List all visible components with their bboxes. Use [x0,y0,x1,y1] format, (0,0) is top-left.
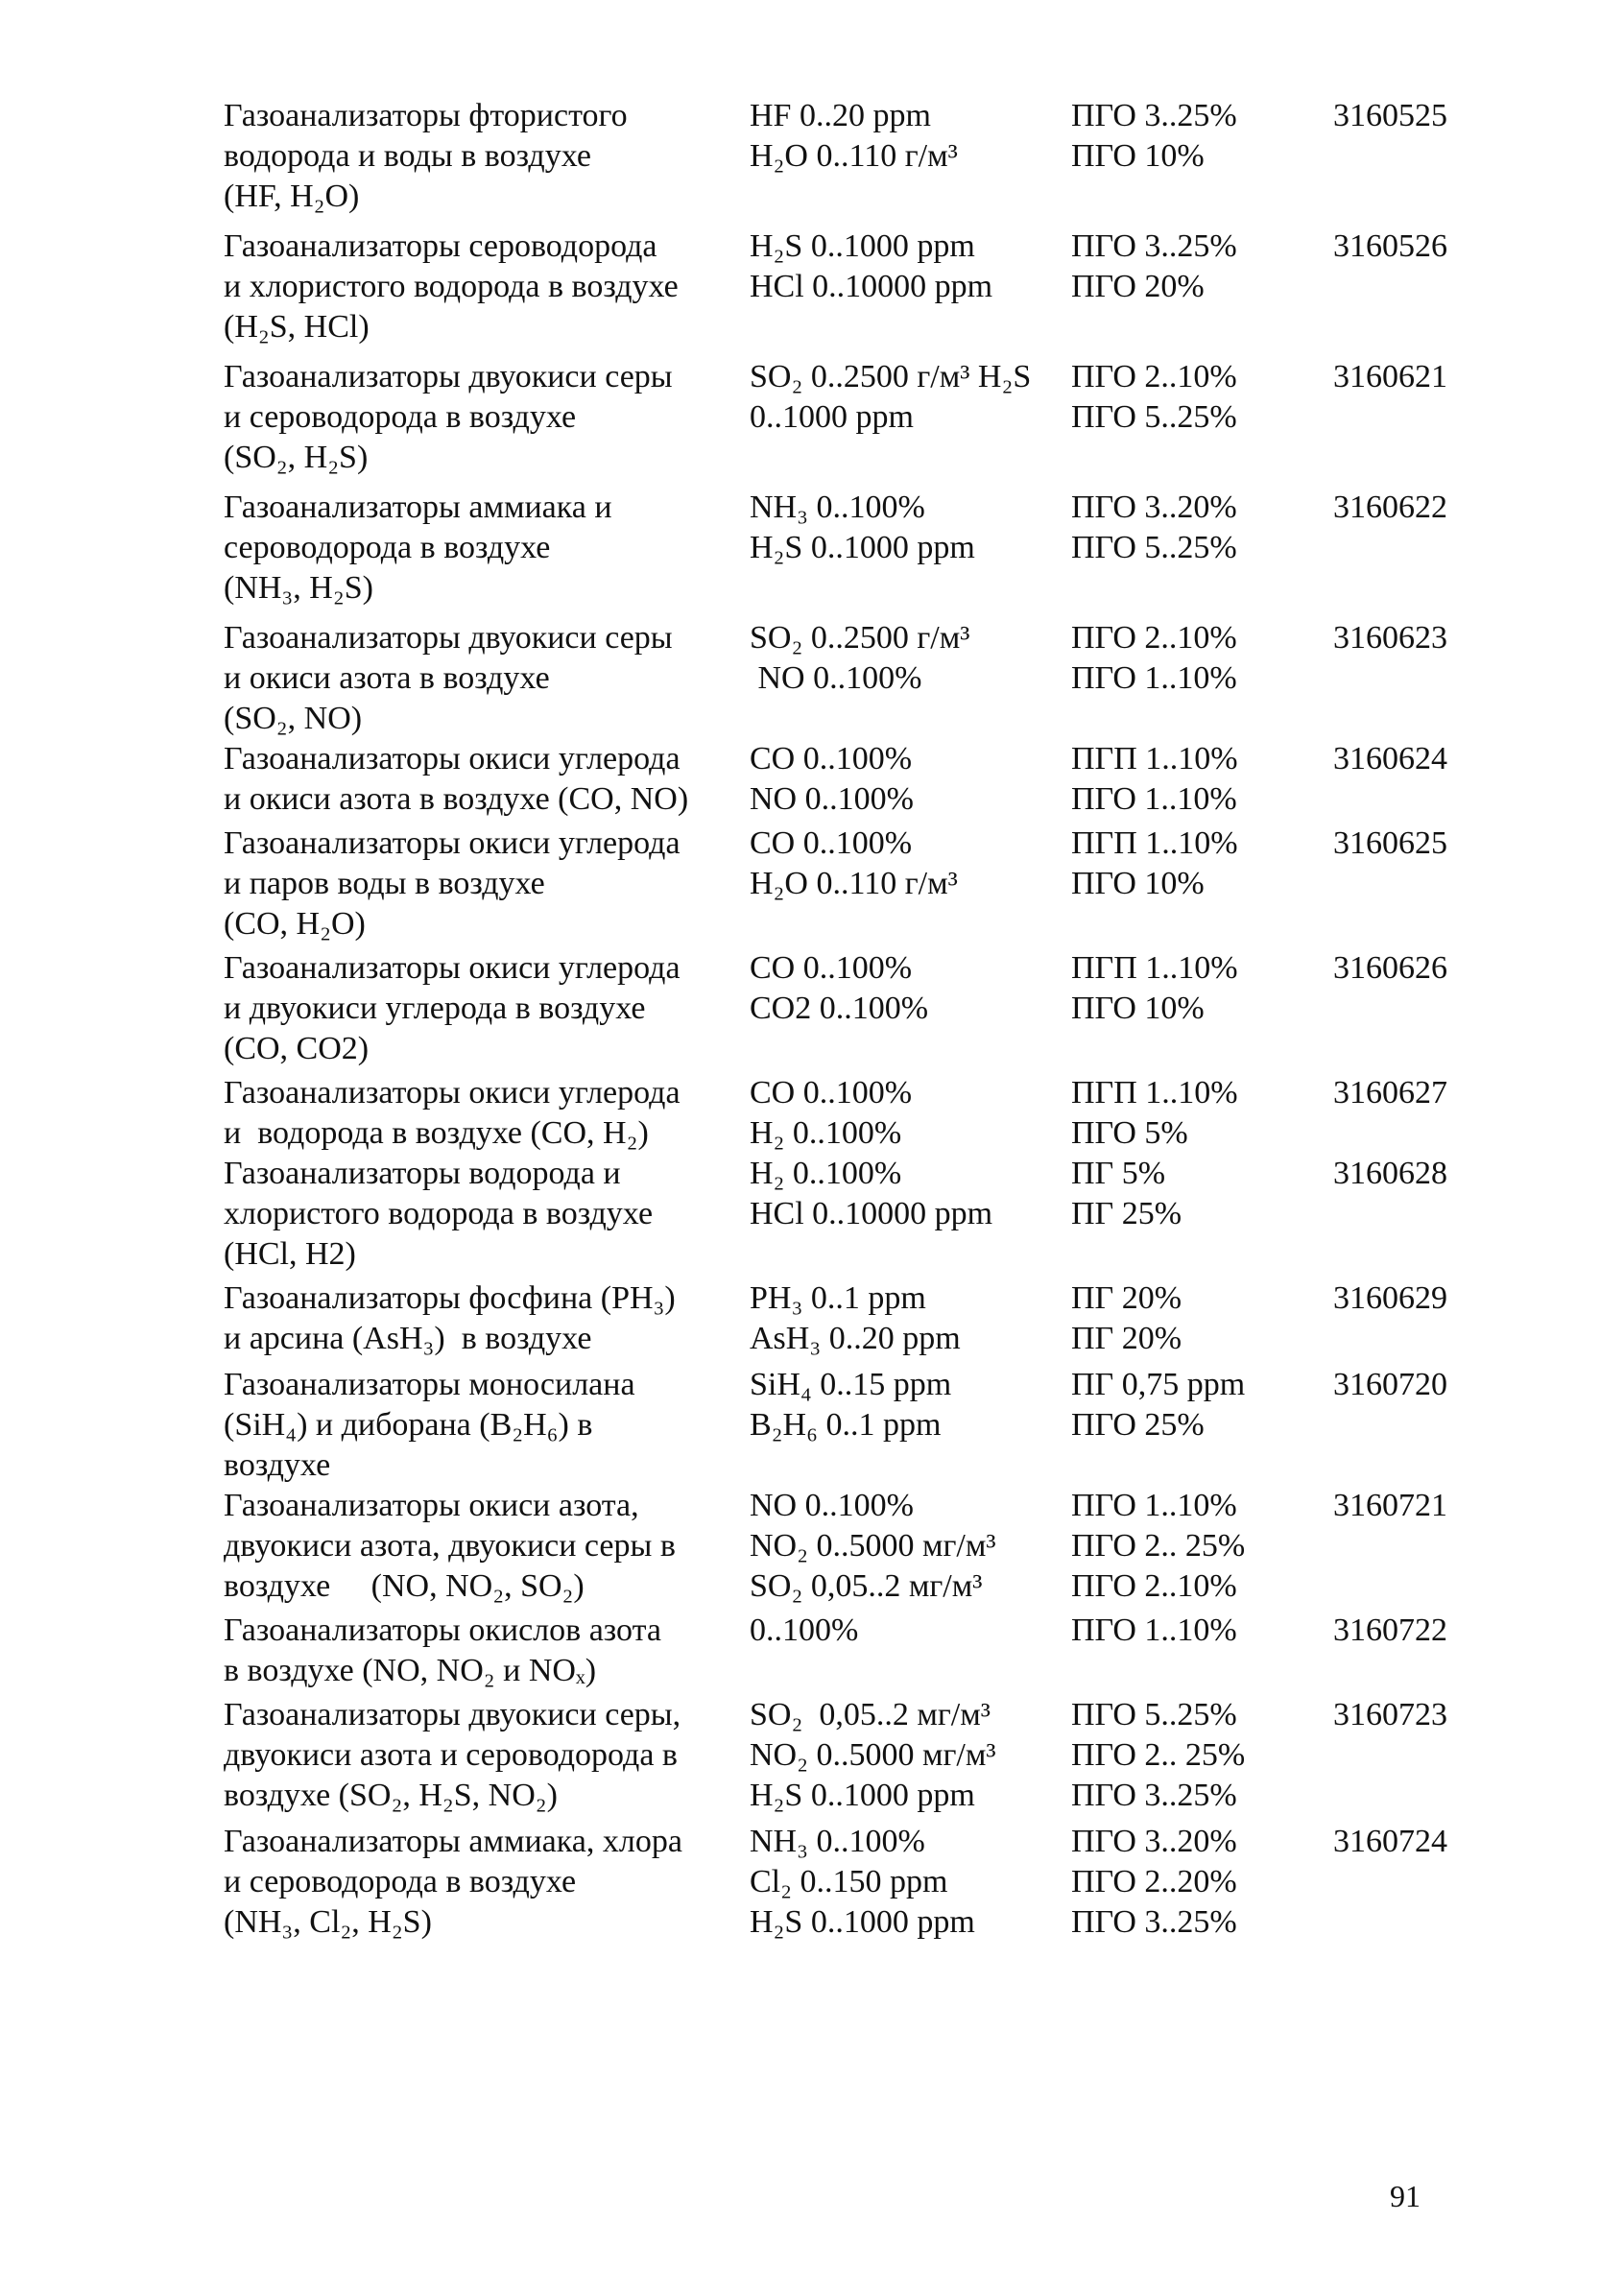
analyzer-name-line: и сероводорода в воздухе [224,399,577,435]
table-row [224,488,1500,609]
analyzer-name-cell [224,357,750,478]
measurement-range-line: SO₂ 0..2500 г/м³ [750,620,970,656]
analyzer-name-line: (CO, H₂O) [224,906,366,942]
product-code: 3160721 [1333,1488,1447,1523]
analyzer-name-line: воздухе [224,1447,331,1483]
error-limit-cell [1071,227,1333,307]
analyzer-name-line: Газоанализаторы окиси углерода [224,741,681,776]
analyzer-name-line: (NH₃, Cl₂, H₂S) [224,1904,432,1940]
product-code: 3160526 [1333,228,1447,264]
table-row [224,739,1500,820]
error-limit-cell [1071,1611,1333,1651]
analyzer-name-cell [224,739,750,820]
measurement-range-cell [750,357,1071,438]
error-limit-line: ПГО 1..10% [1071,1612,1237,1648]
measurement-range-line: SO₂ 0,05..2 мг/м³ [750,1697,991,1732]
product-code: 3160625 [1333,825,1447,861]
measurement-range-line: B₂H₆ 0..1 ppm [750,1407,942,1443]
product-code: 3160722 [1333,1612,1447,1648]
analyzer-name-line: Газоанализаторы водорода и [224,1156,621,1191]
error-limit-line: ПГО 3..25% [1071,1904,1237,1940]
table-row [224,1073,1500,1154]
measurement-range-cell [750,1611,1071,1651]
measurement-range-line: PH₃ 0..1 ppm [750,1280,926,1316]
measurement-range-cell [750,96,1071,177]
measurement-range-line: Cl₂ 0..150 ppm [750,1864,948,1899]
analyzer-name-line: Газоанализаторы двуокиси серы [224,620,673,656]
error-limit-line: ПГО 5..25% [1071,530,1237,565]
error-limit-line: ПГО 3..20% [1071,1824,1237,1859]
measurement-range-line: H₂S 0..1000 ppm [750,1778,975,1813]
analyzer-name-line: двуокиси азота и сероводорода в [224,1737,678,1773]
table-row [224,357,1500,478]
error-limit-line: ПГО 2..20% [1071,1864,1237,1899]
measurement-range-line: SiH₄ 0..15 ppm [750,1367,952,1402]
measurement-range-line: NO₂ 0..5000 мг/м³ [750,1737,996,1773]
error-limit-line: ПГО 3..20% [1071,490,1237,525]
analyzer-name-line: и окиси азота в воздухе (CO, NO) [224,781,689,817]
measurement-range-line: SO₂ 0..2500 г/м³ H₂S [750,359,1032,394]
analyzer-name-cell [224,227,750,347]
measurement-range-cell [750,739,1071,820]
table-row [224,824,1500,944]
analyzer-name-line: Газоанализаторы фтористого [224,98,628,133]
error-limit-line: ПГО 2..10% [1071,620,1237,656]
measurement-range-line: HCl 0..10000 ppm [750,1196,993,1231]
table-row [224,1695,1500,1816]
product-code: 3160720 [1333,1367,1447,1402]
analyzer-name-cell [224,1365,750,1486]
analyzer-name-line: и паров воды в воздухе [224,866,545,901]
error-limit-line: ПГО 2.. 25% [1071,1737,1246,1773]
error-limit-cell [1071,824,1333,904]
analyzer-name-line: двуокиси азота, двуокиси серы в [224,1528,676,1564]
error-limit-line: ПГП 1..10% [1071,950,1238,986]
measurement-range-line: H₂S 0..1000 ppm [750,530,975,565]
analyzer-name-line: Газоанализаторы моносилана [224,1367,635,1402]
product-code: 3160628 [1333,1156,1447,1191]
analyzer-name-line: Газоанализаторы окиси углерода [224,1075,681,1111]
error-limit-cell [1071,1073,1333,1154]
product-code: 3160621 [1333,359,1447,394]
measurement-range-cell [750,618,1071,699]
analyzer-name-line: воздухе (NO, NO₂, SO₂) [224,1568,585,1604]
error-limit-line: ПГО 2..10% [1071,359,1237,394]
measurement-range-cell [750,948,1071,1029]
analyzer-name-line: Газоанализаторы двуокиси серы, [224,1697,681,1732]
analyzer-name-line: (SiH₄) и диборана (B₂H₆) в [224,1407,593,1443]
analyzer-name-line: Газоанализаторы аммиака и [224,490,612,525]
measurement-range-line: SO₂ 0,05..2 мг/м³ [750,1568,983,1604]
product-code-cell [1333,618,1500,658]
error-limit-line: ПГО 1..10% [1071,1488,1237,1523]
error-limit-line: ПГО 2.. 25% [1071,1528,1246,1564]
analyzer-name-cell [224,618,750,739]
product-code: 3160629 [1333,1280,1447,1316]
gas-analyzer-table [224,96,1500,1943]
table-row [224,618,1500,739]
error-limit-line: ПГО 10% [1071,991,1205,1026]
measurement-range-line: AsH₃ 0..20 ppm [750,1321,961,1356]
error-limit-cell [1071,1278,1333,1359]
product-code-cell [1333,488,1500,528]
product-code-cell [1333,1154,1500,1194]
measurement-range-line: NO₂ 0..5000 мг/м³ [750,1528,996,1564]
analyzer-name-line: водорода и воды в воздухе [224,138,591,174]
error-limit-line: ПГП 1..10% [1071,1075,1238,1111]
measurement-range-cell [750,488,1071,568]
product-code: 3160622 [1333,490,1447,525]
measurement-range-cell [750,1486,1071,1607]
analyzer-name-cell [224,1822,750,1943]
table-row [224,1365,1500,1486]
product-code-cell [1333,1073,1500,1113]
measurement-range-line: HF 0..20 ppm [750,98,931,133]
product-code: 3160623 [1333,620,1447,656]
error-limit-cell [1071,618,1333,699]
analyzer-name-line: Газоанализаторы окиси углерода [224,825,681,861]
analyzer-name-cell [224,96,750,217]
error-limit-cell [1071,1822,1333,1943]
measurement-range-line: NO 0..100% [750,660,922,696]
analyzer-name-line: и двуокиси углерода в воздухе [224,991,646,1026]
measurement-range-line: CO 0..100% [750,741,913,776]
measurement-range-line: H₂S 0..1000 ppm [750,228,975,264]
measurement-range-line: HCl 0..10000 ppm [750,269,993,304]
error-limit-cell [1071,1486,1333,1607]
analyzer-name-line: Газоанализаторы двуокиси серы [224,359,673,394]
measurement-range-line: CO2 0..100% [750,991,929,1026]
error-limit-line: ПГО 5..25% [1071,1697,1237,1732]
product-code: 3160525 [1333,98,1447,133]
product-code: 3160723 [1333,1697,1447,1732]
analyzer-name-line: и арсина (AsH₃) в воздухе [224,1321,592,1356]
measurement-range-line: H₂ 0..100% [750,1156,902,1191]
analyzer-name-line: (HF, H₂O) [224,179,360,214]
error-limit-line: ПГО 25% [1071,1407,1205,1443]
measurement-range-cell [750,1365,1071,1445]
error-limit-line: ПГП 1..10% [1071,825,1238,861]
analyzer-name-line: Газоанализаторы аммиака, хлора [224,1824,682,1859]
product-code: 3160626 [1333,950,1447,986]
analyzer-name-cell [224,1486,750,1607]
error-limit-cell [1071,357,1333,438]
error-limit-line: ПГП 1..10% [1071,741,1238,776]
measurement-range-cell [750,227,1071,307]
error-limit-line: ПГО 5..25% [1071,399,1237,435]
page-number: 91 [1390,2179,1421,2213]
error-limit-line: ПГО 2..10% [1071,1568,1237,1604]
product-code-cell [1333,96,1500,136]
measurement-range-line: H₂ 0..100% [750,1115,902,1151]
analyzer-name-line: сероводорода в воздухе [224,530,551,565]
analyzer-name-line: хлористого водорода в воздухе [224,1196,654,1231]
measurement-range-line: H₂O 0..110 г/м³ [750,138,958,174]
product-code-cell [1333,1822,1500,1862]
error-limit-line: ПГО 5% [1071,1115,1188,1151]
error-limit-cell [1071,1695,1333,1816]
analyzer-name-cell [224,1278,750,1359]
analyzer-name-cell [224,824,750,944]
error-limit-line: ПГО 3..25% [1071,98,1237,133]
product-code-cell [1333,1365,1500,1405]
measurement-range-line: 0..100% [750,1612,859,1648]
product-code-cell [1333,1695,1500,1735]
product-code: 3160624 [1333,741,1447,776]
table-row [224,96,1500,217]
analyzer-name-line: (SO₂, NO) [224,701,363,736]
error-limit-cell [1071,1365,1333,1445]
table-row [224,948,1500,1069]
error-limit-line: ПГ 20% [1071,1280,1182,1316]
error-limit-line: ПГО 3..25% [1071,1778,1237,1813]
table-row [224,1822,1500,1943]
measurement-range-cell [750,1695,1071,1816]
analyzer-name-cell [224,948,750,1069]
analyzer-name-line: и сероводорода в воздухе [224,1864,577,1899]
analyzer-name-line: Газоанализаторы окислов азота [224,1612,661,1648]
table-row [224,1154,1500,1275]
product-code-cell [1333,227,1500,267]
measurement-range-cell [750,1154,1071,1234]
analyzer-name-cell [224,1611,750,1691]
analyzer-name-line: (HCl, H2) [224,1236,356,1272]
analyzer-name-line: Газоанализаторы фосфина (PH₃) [224,1280,676,1316]
error-limit-cell [1071,488,1333,568]
analyzer-name-line: (NH₃, H₂S) [224,570,373,606]
error-limit-line: ПГ 0,75 ppm [1071,1367,1246,1402]
analyzer-name-line: и водорода в воздухе (CO, H₂) [224,1115,649,1151]
product-code: 3160627 [1333,1075,1447,1111]
analyzer-name-cell [224,488,750,609]
analyzer-name-line: и окиси азота в воздухе [224,660,550,696]
measurement-range-line: CO 0..100% [750,950,913,986]
analyzer-name-cell [224,1073,750,1154]
analyzer-name-line: Газоанализаторы сероводорода [224,228,657,264]
analyzer-name-line: (H₂S, HCl) [224,309,370,345]
analyzer-name-line: Газоанализаторы окиси азота, [224,1488,639,1523]
error-limit-cell [1071,1154,1333,1234]
error-limit-line: ПГ 20% [1071,1321,1182,1356]
table-row [224,227,1500,347]
table-row [224,1486,1500,1607]
analyzer-name-line: Газоанализаторы окиси углерода [224,950,681,986]
table-row [224,1611,1500,1691]
product-code-cell [1333,824,1500,864]
product-code-cell [1333,357,1500,397]
analyzer-name-cell [224,1695,750,1816]
error-limit-line: ПГО 3..25% [1071,228,1237,264]
measurement-range-line: NH₃ 0..100% [750,490,925,525]
error-limit-cell [1071,948,1333,1029]
error-limit-line: ПГО 10% [1071,138,1205,174]
error-limit-line: ПГО 10% [1071,866,1205,901]
analyzer-name-line: (SO₂, H₂S) [224,440,369,475]
product-code-cell [1333,948,1500,989]
measurement-range-cell [750,1822,1071,1943]
product-code-cell [1333,739,1500,779]
product-code-cell [1333,1278,1500,1319]
measurement-range-cell [750,1073,1071,1154]
error-limit-line: ПГО 1..10% [1071,781,1237,817]
measurement-range-line: CO 0..100% [750,1075,913,1111]
analyzer-name-cell [224,1154,750,1275]
product-code-cell [1333,1486,1500,1526]
measurement-range-cell [750,1278,1071,1359]
table-row [224,1278,1500,1359]
analyzer-name-line: в воздухе (NO, NO₂ и NOₓ) [224,1653,597,1688]
product-code-cell [1333,1611,1500,1651]
measurement-range-cell [750,824,1071,904]
measurement-range-line: 0..1000 ppm [750,399,914,435]
measurement-range-line: NH₃ 0..100% [750,1824,925,1859]
measurement-range-line: NO 0..100% [750,1488,914,1523]
error-limit-line: ПГО 1..10% [1071,660,1237,696]
analyzer-name-line: воздухе (SO₂, H₂S, NO₂) [224,1778,558,1813]
analyzer-name-line: и хлористого водорода в воздухе [224,269,679,304]
measurement-range-line: NO 0..100% [750,781,914,817]
error-limit-line: ПГО 20% [1071,269,1205,304]
measurement-range-line: H₂S 0..1000 ppm [750,1904,975,1940]
error-limit-line: ПГ 25% [1071,1196,1182,1231]
error-limit-cell [1071,96,1333,177]
analyzer-name-line: (CO, CO2) [224,1031,370,1066]
error-limit-cell [1071,739,1333,820]
product-code: 3160724 [1333,1824,1447,1859]
measurement-range-line: H₂O 0..110 г/м³ [750,866,958,901]
measurement-range-line: CO 0..100% [750,825,913,861]
error-limit-line: ПГ 5% [1071,1156,1166,1191]
